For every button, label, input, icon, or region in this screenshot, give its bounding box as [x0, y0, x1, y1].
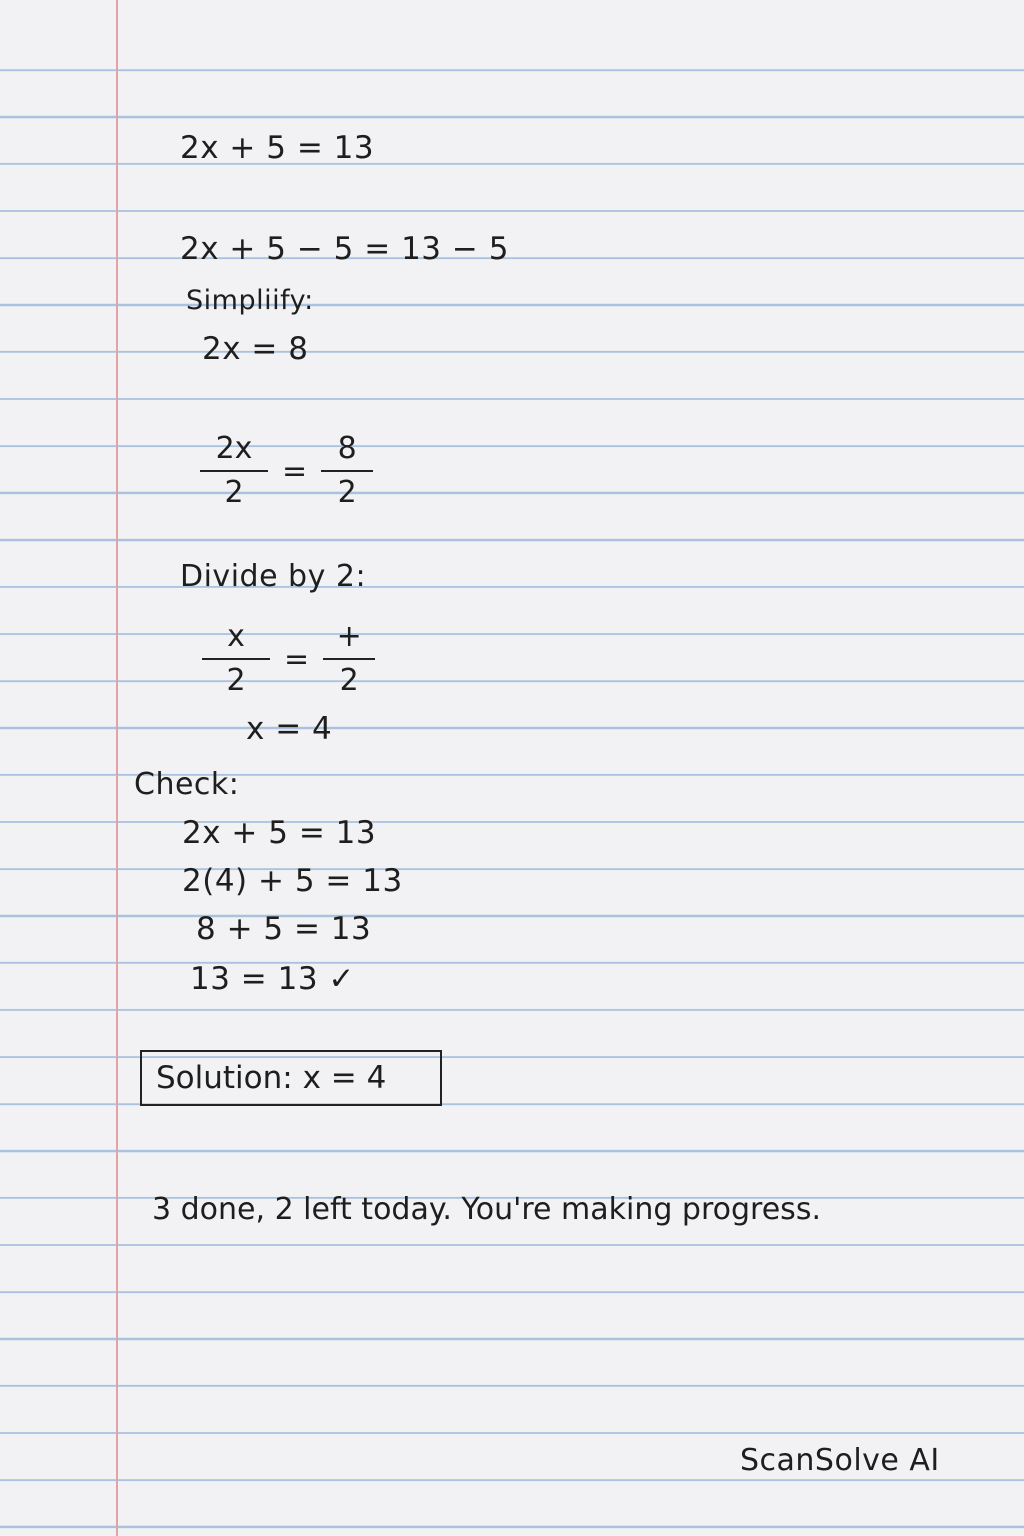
fraction-left: [202, 619, 270, 698]
fraction-numerator: +: [336, 619, 362, 654]
fraction-equation-divide: [200, 431, 373, 510]
fraction-right: [321, 431, 373, 510]
check-line: 8 + 5 = 13: [196, 911, 372, 947]
fraction-denominator: 2: [226, 663, 246, 698]
fraction-left: [200, 431, 268, 510]
fraction-denominator: 2: [337, 475, 357, 510]
margin-line: [116, 0, 118, 1536]
check-line: 2x + 5 = 13: [182, 815, 377, 851]
progress-message: 3 done, 2 left today. You're making progress.: [152, 1192, 821, 1227]
equals-sign: =: [284, 641, 310, 677]
solution-text: Solution: x = 4: [156, 1060, 387, 1096]
fraction-equation-reduced: [202, 619, 375, 698]
check-line: 2(4) + 5 = 13: [182, 863, 403, 899]
divide-label: Divide by 2:: [180, 559, 367, 594]
fraction-right: [323, 619, 375, 698]
fraction-denominator: 2: [339, 663, 359, 698]
solution-box: [140, 1050, 442, 1106]
original-equation: 2x + 5 = 13: [180, 130, 375, 166]
check-line: 13 = 13 ✓: [190, 961, 355, 997]
simplified-equation: 2x = 8: [202, 331, 309, 367]
check-label: Check:: [134, 767, 240, 802]
brand-name: ScanSolve AI: [740, 1443, 940, 1478]
fraction-numerator: x: [227, 619, 245, 654]
subtract-step: 2x + 5 − 5 = 13 − 5: [180, 231, 509, 267]
fraction-numerator: 2x: [215, 431, 253, 466]
fraction-denominator: 2: [224, 475, 244, 510]
result-equation: x = 4: [246, 711, 333, 747]
fraction-numerator: 8: [337, 431, 357, 466]
simplify-label: Simpliify:: [186, 285, 314, 316]
equals-sign: =: [282, 453, 308, 489]
